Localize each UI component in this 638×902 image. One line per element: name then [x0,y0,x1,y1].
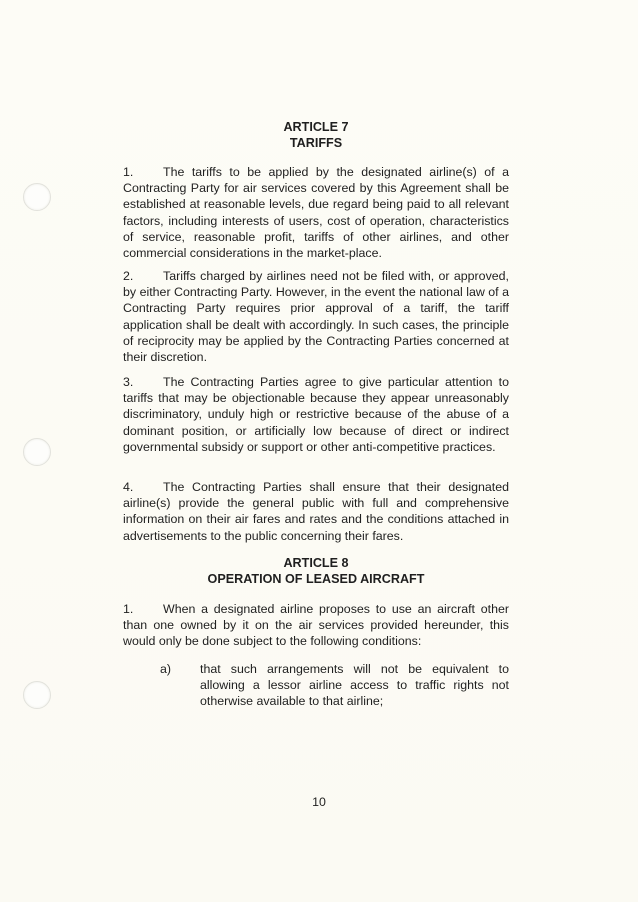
article-7-paragraph-2 [123,268,509,365]
paragraph-number: 1. [123,602,134,616]
article-7-heading [123,119,509,151]
paragraph-text: The Contracting Parties shall ensure that their designated airline(s) provide the general public with full and comprehensive information on their air fares and rates and the conditions attached in advertisements to the public concerning their fares. [123,480,509,543]
paragraph-number: 2. [123,269,134,283]
paragraph-number: 3. [123,375,134,389]
paragraph-number: 1. [123,165,134,179]
article-8-paragraph-1 [123,601,509,650]
article-8-subitem-a [123,661,509,710]
article-8-subtitle: OPERATION OF LEASED AIRCRAFT [207,572,425,586]
punch-hole-top [23,183,51,211]
article-7-paragraph-1 [123,164,509,261]
article-8-heading [123,555,509,587]
article-7-subtitle: TARIFFS [289,136,343,150]
paragraph-text: The tariffs to be applied by the designated airline(s) of a Contracting Party for air services covered by this Agreement shall be established at reasonable levels, due regard being paid to all relevant factors, including interests of users, cost of operation, characteristics of service, reasonable profit, tariffs of other airlines, and other commercial considerations in the market-place. [123,165,509,261]
paragraph-text: Tariffs charged by airlines need not be filed with, or approved, by either Contracting Party. However, in the event the national law of a Contracting Party requires prior approval of a tariff, the tariff application shall be dealt with accordingly. In such cases, the principle of reciprocity may be applied by the Contracting Parties concerned at their discretion. [123,269,509,365]
punch-hole-middle [23,438,51,466]
article-7-paragraph-3 [123,374,509,455]
subitem-text: that such arrangements will not be equivalent to allowing a lessor airline access to traffic rights not otherwise available to that airline; [200,662,509,709]
paragraph-text: The Contracting Parties agree to give particular attention to tariffs that may be objectionable because they appear unreasonably discriminatory, unduly high or restrictive because of the abuse of a dominant position, or artificially low because of direct or indirect governmental subsidy or support or other anti-competitive practices. [123,375,509,454]
page-number: 10 [312,795,326,809]
article-7-title: ARTICLE 7 [283,120,349,134]
paragraph-text: When a designated airline proposes to use an aircraft other than one owned by it on the air services provided hereunder, this would only be done subject to the following conditions: [123,602,509,649]
paragraph-number: 4. [123,480,134,494]
punch-hole-bottom [23,681,51,709]
subitem-label: a) [160,662,172,676]
article-7-paragraph-4 [123,479,509,544]
article-8-title: ARTICLE 8 [283,556,349,570]
